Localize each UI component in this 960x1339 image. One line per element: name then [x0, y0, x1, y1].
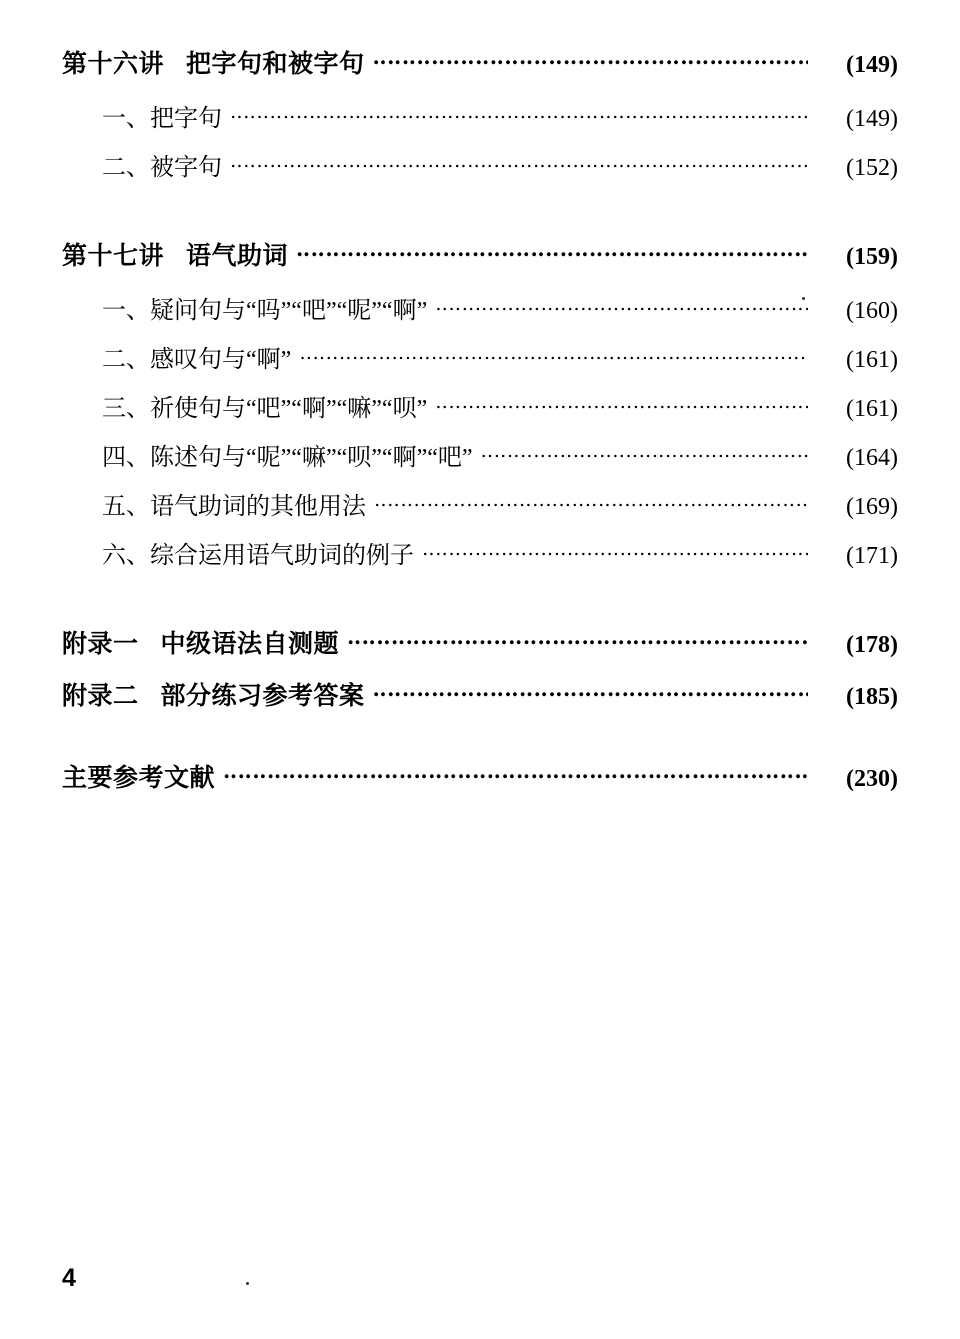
toc-entry-sub[interactable]: [62, 388, 898, 423]
toc-entry-page: (149): [846, 52, 898, 78]
dot-leader: [230, 102, 808, 126]
toc-entry-page: (161): [846, 347, 898, 373]
section-spacer: [62, 728, 898, 758]
toc-entry-label: 第十六讲 把字句和被字句: [62, 51, 365, 78]
dot-leader: [223, 761, 808, 786]
dot-leader: [373, 47, 808, 72]
toc-entry-sub[interactable]: [62, 437, 898, 472]
toc-entry-chapter[interactable]: [62, 44, 898, 80]
toc-section-lecture-17: [62, 236, 898, 570]
toc-entry-page: (178): [846, 632, 898, 658]
toc-entry-page: (185): [846, 684, 898, 710]
section-spacer: [62, 584, 898, 624]
scan-speck: [802, 297, 805, 300]
toc-entry-page: (159): [846, 244, 898, 270]
toc-entry-label: 二、被字句: [102, 155, 222, 181]
dot-leader: [296, 239, 808, 264]
toc-section-lecture-16: [62, 44, 898, 182]
toc-section-appendices: [62, 624, 898, 712]
toc-entry-sub[interactable]: [62, 290, 898, 325]
toc-entry-label: 五、语气助词的其他用法: [102, 494, 366, 520]
dot-leader: [299, 343, 808, 367]
toc-entry-page: (164): [846, 445, 898, 471]
dot-leader: [373, 679, 808, 704]
toc-entry-label: 三、祈使句与“吧”“啊”“嘛”“呗”: [102, 396, 428, 422]
toc-entry-label: 第十七讲 语气助词: [62, 243, 289, 270]
toc-entry-page: (160): [846, 298, 898, 324]
dot-leader: [435, 392, 808, 416]
toc-entry-chapter[interactable]: [62, 236, 898, 272]
toc-entry-page: (149): [846, 106, 898, 132]
dot-leader: [347, 627, 808, 652]
toc-entry-references[interactable]: [62, 758, 898, 794]
toc-entry-label: 一、疑问句与“吗”“吧”“呢”“啊”: [102, 298, 428, 324]
toc-entry-sub[interactable]: [62, 98, 898, 133]
dot-leader: [422, 539, 808, 563]
toc-entry-sub[interactable]: [62, 486, 898, 521]
dot-leader: [435, 294, 808, 318]
toc-entry-label: 主要参考文献: [62, 765, 216, 792]
toc-entry-page: (230): [846, 766, 898, 792]
toc-entry-sub[interactable]: [62, 147, 898, 182]
toc-entry-label: 一、把字句: [102, 106, 222, 132]
dot-leader: [230, 151, 808, 175]
toc-entry-label: 六、综合运用语气助词的例子: [102, 543, 414, 569]
toc-entry-page: (161): [846, 396, 898, 422]
toc-entry-label: 二、感叹句与“啊”: [102, 347, 292, 373]
toc-entry-appendix-2[interactable]: [62, 676, 898, 712]
section-spacer: [62, 196, 898, 236]
toc-entry-sub[interactable]: [62, 339, 898, 374]
scan-speck: [246, 1282, 249, 1285]
page-number: 4: [62, 1264, 76, 1292]
toc-entry-page: (152): [846, 155, 898, 181]
dot-leader: [374, 490, 808, 514]
toc-entry-label: 附录二 部分练习参考答案: [62, 683, 365, 710]
toc-entry-label: 附录一 中级语法自测题: [62, 631, 340, 658]
table-of-contents: [62, 44, 898, 794]
toc-entry-page: (171): [846, 543, 898, 569]
toc-entry-page: (169): [846, 494, 898, 520]
toc-entry-appendix-1[interactable]: [62, 624, 898, 660]
toc-section-references: [62, 758, 898, 794]
dot-leader: [481, 441, 808, 465]
toc-entry-sub[interactable]: [62, 535, 898, 570]
toc-entry-label: 四、陈述句与“呢”“嘛”“呗”“啊”“吧”: [102, 445, 473, 471]
